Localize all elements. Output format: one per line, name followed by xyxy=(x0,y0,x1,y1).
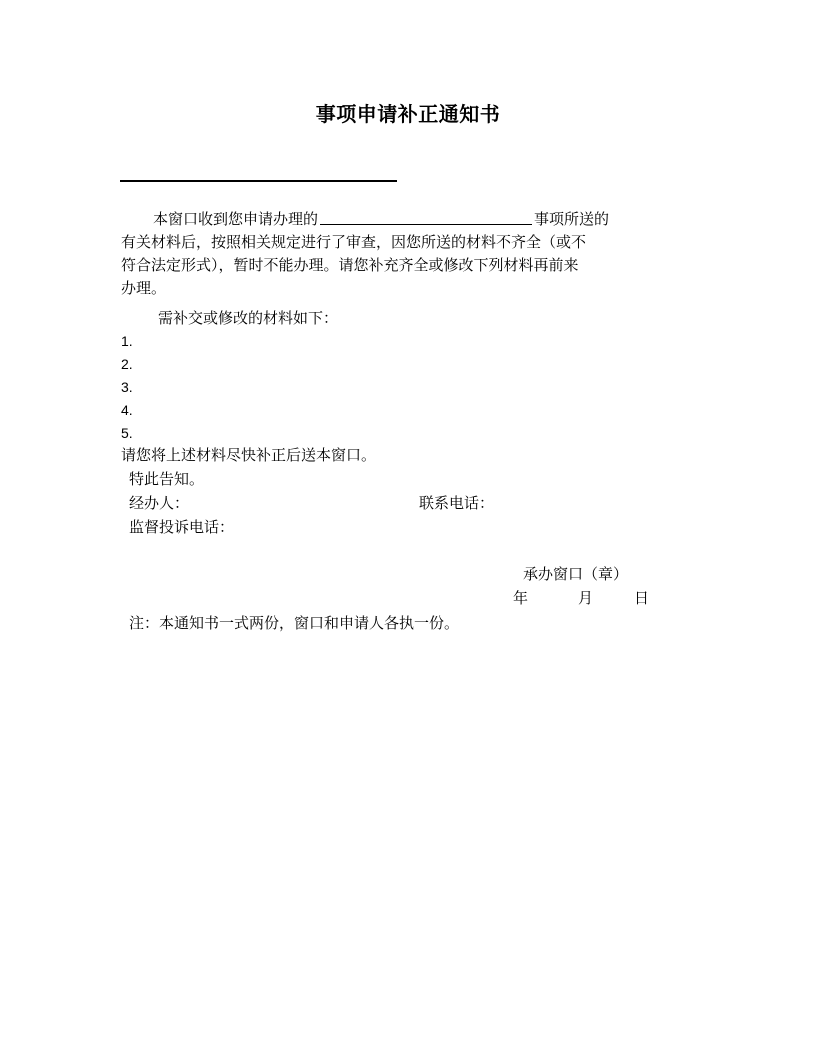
body-line-1 xyxy=(121,208,701,231)
requirements-title: 需补交或修改的材料如下： xyxy=(158,309,339,327)
date-day-label: 日 xyxy=(634,589,650,607)
footnote: 注：本通知书一式两份，窗口和申请人各执一份。 xyxy=(129,614,460,632)
matter-blank-line xyxy=(320,209,532,225)
addressee-blank-line xyxy=(120,180,397,182)
requirement-item-2: 2. xyxy=(121,356,133,372)
requirement-item-4: 4. xyxy=(121,402,133,418)
document-title: 事项申请补正通知书 xyxy=(315,102,501,126)
closing-instruction: 请您将上述材料尽快补正后送本窗口。 xyxy=(121,446,377,464)
body-line-1-after: 事项所送的 xyxy=(534,210,610,228)
body-paragraph xyxy=(121,208,701,300)
requirement-item-5: 5. xyxy=(121,425,133,441)
date-month-label: 月 xyxy=(578,589,594,607)
requirement-item-1: 1. xyxy=(121,333,133,349)
date-row xyxy=(513,587,649,610)
body-line-3: 符合法定形式），暂时不能办理。请您补充齐全或修改下列材料再前来 xyxy=(121,256,579,274)
supervision-phone-label: 监督投诉电话： xyxy=(129,518,235,536)
contact-phone-label: 联系电话： xyxy=(419,494,495,512)
body-line-4: 办理。 xyxy=(121,279,167,297)
body-line-1-before: 本窗口收到您申请办理的 xyxy=(153,210,319,228)
handler-label: 经办人： xyxy=(129,494,190,512)
notice-text: 特此告知。 xyxy=(129,470,205,488)
office-seal-label: 承办窗口（章） xyxy=(523,565,629,583)
date-year-label: 年 xyxy=(513,589,529,607)
requirement-item-3: 3. xyxy=(121,379,133,395)
body-line-2: 有关材料后，按照相关规定进行了审查，因您所送的材料不齐全（或不 xyxy=(121,233,587,251)
